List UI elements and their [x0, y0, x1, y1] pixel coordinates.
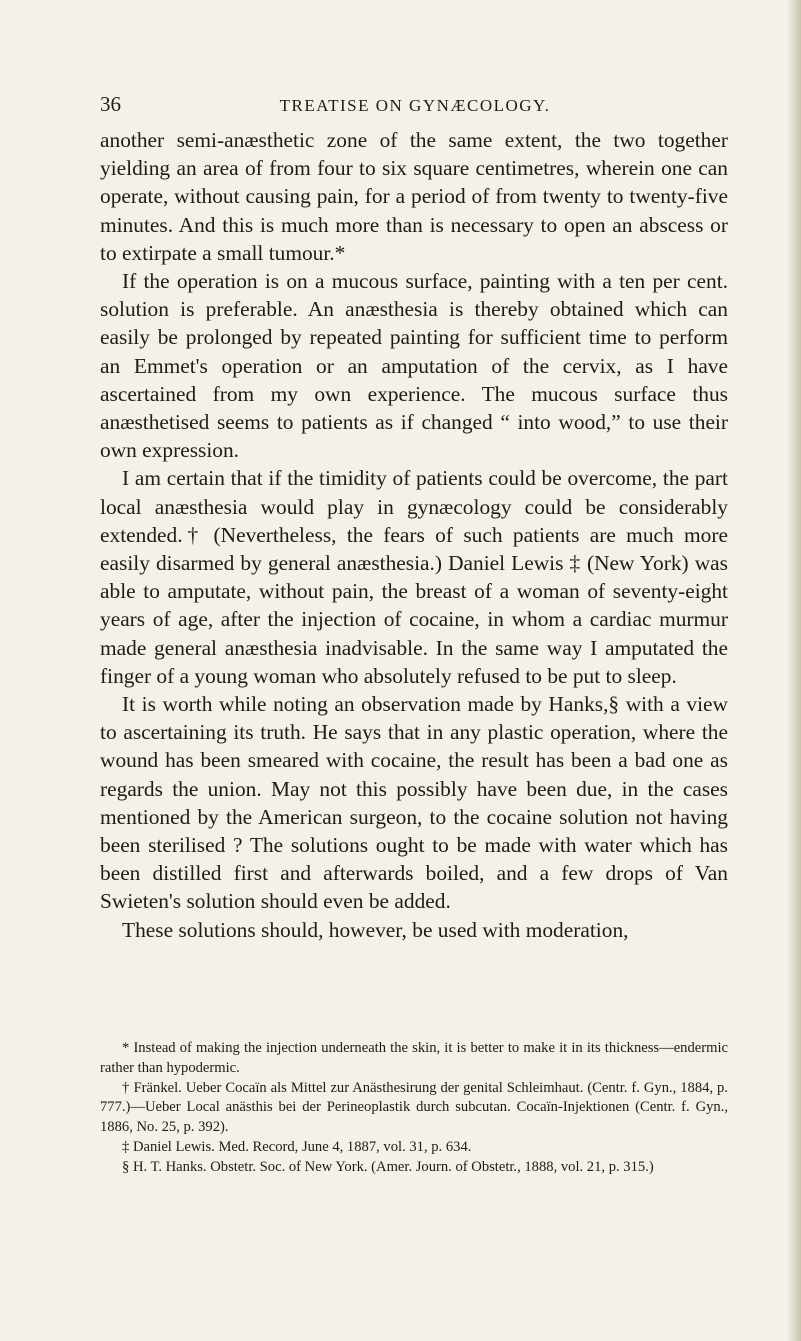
body-text: [100, 126, 728, 944]
paragraph: These solutions should, however, be used with moderation,: [122, 917, 629, 942]
page-number: 36: [100, 92, 121, 116]
footnote: ‡ Daniel Lewis. Med. Record, June 4, 1887, vol. 31, p. 634.: [122, 1138, 472, 1155]
footnote: § H. T. Hanks. Obstetr. Soc. of New York. (Amer. Journ. of Obstetr., 1888, vol. 21, p. 315.): [122, 1158, 654, 1175]
paragraph: If the operation is on a mucous surface, painting with a ten per cent. solution is preferable. An anæsthesia is thereby obtained which can easily be prolonged by repeated painting for sufficient time to perform an Emmet's operation or an amputation of the cervix, as I have ascertained from my own experience. The mucous surface thus anæsthetised seems to patients as if changed “ into wood,” to use their own expression.: [100, 269, 728, 463]
paragraph: another semi-anæsthetic zone of the same extent, the two together yielding an area of from four to six square centimetres, wherein one can operate, without causing pain, for a period of from twenty to twenty-five minutes. And this is much more than is necessary to open an abscess or to extirpate a small tumour.*: [100, 128, 728, 265]
page-header: [100, 92, 720, 126]
footnote: † Fränkel. Ueber Cocaïn als Mittel zur Anästhesirung der genital Schleimhaut. (Centr. f. Gyn., 1884, p. 777.)—Ueber Local anästhis bei der Perineoplastik durch subcutan. Cocaïn-Injektionen (Centr. f. Gyn., 1886, No. 25, p. 392).: [100, 1079, 728, 1136]
footnotes: [100, 1039, 728, 1178]
paragraph: I am certain that if the timidity of patients could be overcome, the part local anæsthesia would play in gynæcology could be considerably extended.† (Nevertheless, the fears of such patients are much more easily disarmed by general anæsthesia.) Daniel Lewis ‡ (New York) was able to amputate, without pain, the breast of a woman of seventy-eight years of age, after the injection of cocaine, in whom a cardiac murmur made general anæsthesia inadvisable. In the same way I amputated the finger of a young woman who absolutely refused to be put to sleep.: [100, 466, 728, 688]
paragraph: It is worth while noting an observation made by Hanks,§ with a view to ascertaining its truth. He says that in any plastic operation, where the wound has been smeared with cocaine, the result has been a bad one as regards the union. May not this possibly have been due, in the cases mentioned by the American surgeon, to the cocaine solution not having been sterilised ? The solutions ought to be made with water which has been distilled first and afterwards boiled, and a few drops of Van Swieten's solution should even be added.: [100, 692, 728, 914]
page-edge-shadow: [787, 0, 801, 1341]
footnote: * Instead of making the injection underneath the skin, it is better to make it in its thickness—endermic rather than hypodermic.: [100, 1040, 728, 1076]
running-head: TREATISE ON GYNÆCOLOGY.: [279, 96, 551, 115]
